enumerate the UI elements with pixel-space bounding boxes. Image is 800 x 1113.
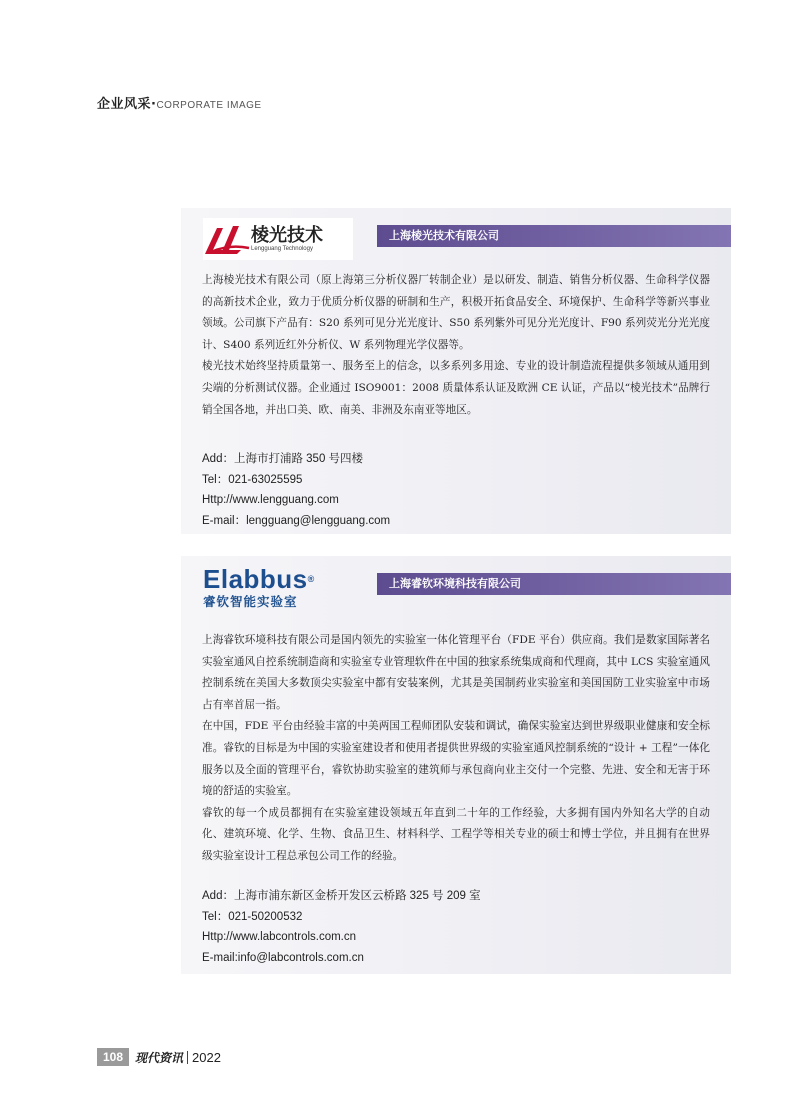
company-description [202,270,710,421]
elabbus-logo-text-en: Elabbus [203,564,308,594]
company-name-bar: 上海棱光技术有限公司 [377,225,731,247]
company-panel-elabbus [181,556,731,974]
page-footer [97,1048,221,1066]
description-paragraph: 上海睿钦环境科技有限公司是国内领先的实验室一体化管理平台（FDE 平台）供应商。我们是数家国际著名实验室通风自控系统制造商和实验室专业管理软件在中国的独家系统集成商和代理商，其中 LCS 实验室通风控制系统在美国大多数顶尖实验室中都有安装案例，尤其是美国制药业实验室和美国国防工业实验室中市场占有率首屈一指。 [202,634,710,711]
lengguang-logo-text-en: Lengguang Technology [251,246,313,252]
issue-year: 2022 [192,1049,221,1065]
company-description [202,630,710,868]
description-paragraph: 睿钦的每一个成员都拥有在实验室建设领域五年直到二十年的工作经验，大多拥有国内外知名大学的自动化、建筑环境、化学、生物、食品卫生、材料科学、工程学等相关专业的硕士和博士学位，并且拥有在世界级实验室设计工程总承包公司工作的经验。 [202,806,710,862]
description-paragraph: 在中国，FDE 平台由经验丰富的中美两国工程师团队安装和调试，确保实验室达到世界级职业健康和安全标准。睿钦的目标是为中国的实验室建设者和使用者提供世界级的实验室通风控制系统的“设计 + 工程”一体化服务以及全面的管理平台，睿钦协助实验室的建筑师与承包商向业主交付一个完整、先进、安全和无害于环境的舒适的实验室。 [202,720,710,798]
contact-email: E-mail：lengguang@lengguang.com [202,514,391,527]
description-paragraph: 上海棱光技术有限公司（原上海第三分析仪器厂转制企业）是以研发、制造、销售分析仪器、生命科学仪器的高新技术企业，致力于优质分析仪器的研制和生产，积极开拓食品安全、环境保护、生命科学等新兴事业领域。公司旗下产品有：S20 系列可见分光光度计、S50 系列紫外可见分光光度计、F90 系列荧光分光光度计、S400 系列近红外分析仪、W 系列物理光学仪器等。 [202,274,710,351]
footer-divider [187,1051,188,1064]
lengguang-logo-mark-icon [203,222,251,256]
contact-info [202,449,390,531]
elabbus-logo [203,566,315,610]
company-name-bar: 上海睿钦环境科技有限公司 [377,573,731,595]
contact-address: Add：上海市浦东新区金桥开发区云桥路 325 号 209 室 [202,890,481,902]
contact-phone: Tel：021-50200532 [202,910,303,923]
magazine-name: 现代资讯 [135,1050,184,1065]
elabbus-logo-text-cn: 睿钦智能实验室 [203,594,298,609]
lengguang-logo [203,218,353,260]
contact-email: E-mail:info@labcontrols.com.cn [202,951,364,964]
contact-info [202,886,481,968]
section-title-cn: 企业风采· [97,97,157,112]
company-panel-lengguang [181,208,731,534]
contact-website: Http://www.labcontrols.com.cn [202,931,357,943]
page-number: 108 [97,1048,129,1066]
registered-mark: ® [307,574,315,584]
contact-phone: Tel：021-63025595 [202,473,303,486]
contact-website: Http://www.lengguang.com [202,494,339,506]
lengguang-logo-text-cn: 棱光技术 [251,225,323,246]
description-paragraph: 棱光技术始终坚持质量第一、服务至上的信念，以多系列多用途、专业的设计制造流程提供多领域从通用到尖端的分析测试仪器。企业通过 ISO9001：2008 质量体系认证及欧洲 CE 认证，产品以“棱光技术”品牌行销全国各地，并出口美、欧、南美、非洲及东南亚等地区。 [202,360,710,416]
contact-address: Add：上海市打浦路 350 号四楼 [202,453,364,465]
section-title-en: CORPORATE IMAGE [156,100,262,111]
section-header [97,93,262,112]
